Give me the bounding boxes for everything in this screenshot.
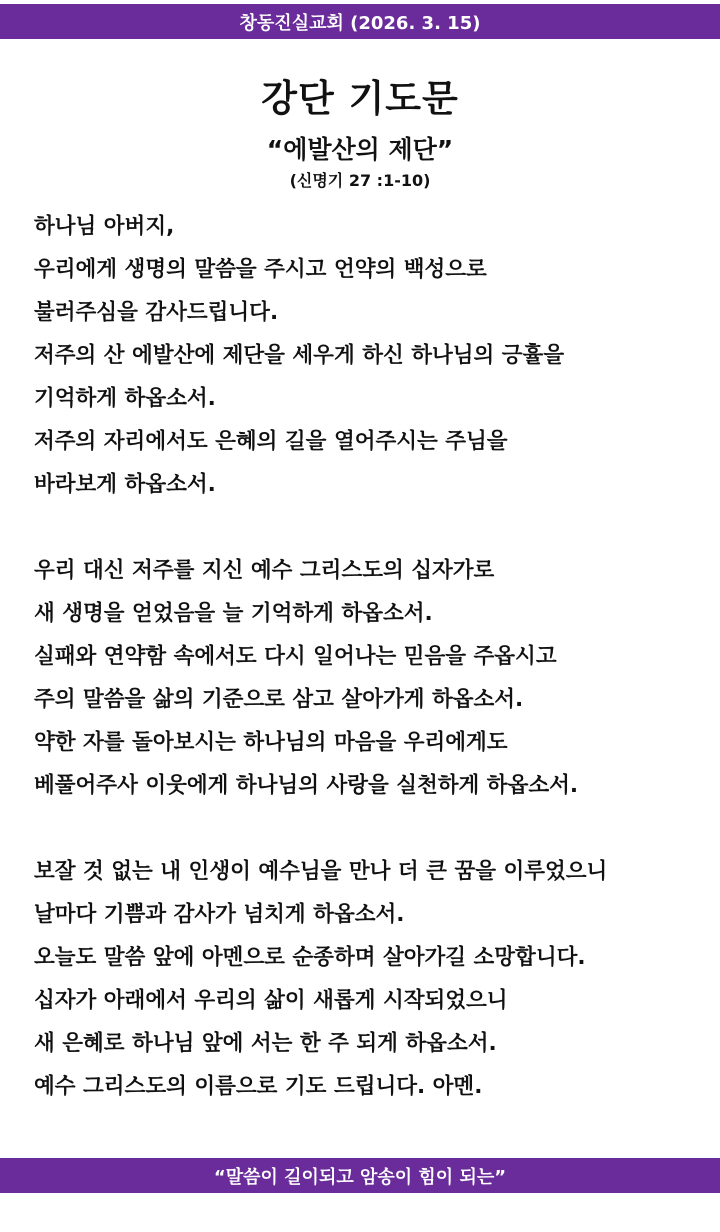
footer-bar bbox=[0, 1158, 720, 1193]
prayer-line: 저주의 자리에서도 은혜의 길을 열어주시는 주님을 bbox=[34, 429, 508, 454]
prayer-line: 우리에게 생명의 말씀을 주시고 언약의 백성으로 bbox=[34, 257, 487, 282]
prayer-line: 오늘도 말씀 앞에 아멘으로 순종하며 살아가길 소망합니다. bbox=[34, 945, 586, 970]
scripture-reference: (신명기 27 :1-10) bbox=[289, 171, 431, 190]
church-date-label: 창동진실교회 (2026. 3. 15) bbox=[239, 12, 481, 34]
header-bar bbox=[0, 4, 720, 39]
sermon-subtitle: “에발산의 제단” bbox=[266, 135, 454, 164]
prayer-line: 새 생명을 얻었음을 늘 기억하게 하옵소서. bbox=[34, 601, 433, 626]
prayer-line: 바라보게 하옵소서. bbox=[34, 472, 216, 497]
prayer-line: 십자가 아래에서 우리의 삶이 새롭게 시작되었으니 bbox=[34, 988, 508, 1013]
prayer-line: 예수 그리스도의 이름으로 기도 드립니다. 아멘. bbox=[34, 1074, 483, 1099]
prayer-paragraph-1 bbox=[34, 205, 714, 506]
prayer-line: 주의 말씀을 삶의 기준으로 삼고 살아가게 하옵소서. bbox=[34, 687, 524, 712]
prayer-line: 불러주심을 감사드립니다. bbox=[34, 300, 279, 325]
prayer-line: 약한 자를 돌아보시는 하나님의 마음을 우리에게도 bbox=[34, 730, 508, 755]
prayer-line: 저주의 산 에발산에 제단을 세우게 하신 하나님의 긍휼을 bbox=[34, 343, 565, 368]
prayer-line: 하나님 아버지, bbox=[34, 214, 175, 239]
paragraph-gap bbox=[34, 506, 714, 549]
footer-motto: “말씀이 길이되고 암송이 힘이 되는” bbox=[213, 1166, 507, 1188]
prayer-line: 실패와 연약함 속에서도 다시 일어나는 믿음을 주옵시고 bbox=[34, 644, 557, 669]
prayer-line: 날마다 기쁨과 감사가 넘치게 하옵소서. bbox=[34, 902, 405, 927]
prayer-line: 새 은혜로 하나님 앞에 서는 한 주 되게 하옵소서. bbox=[34, 1031, 497, 1056]
prayer-line: 보잘 것 없는 내 인생이 예수님을 만나 더 큰 꿈을 이루었으니 bbox=[34, 859, 608, 884]
prayer-paragraph-2 bbox=[34, 549, 714, 807]
page-title: 강단 기도문 bbox=[261, 77, 459, 120]
prayer-line: 베풀어주사 이웃에게 하나님의 사랑을 실천하게 하옵소서. bbox=[34, 773, 579, 798]
paragraph-gap bbox=[34, 807, 714, 850]
prayer-text bbox=[34, 205, 714, 1108]
prayer-paragraph-3 bbox=[34, 850, 714, 1108]
prayer-line: 우리 대신 저주를 지신 예수 그리스도의 십자가로 bbox=[34, 558, 495, 583]
prayer-line: 기억하게 하옵소서. bbox=[34, 386, 216, 411]
